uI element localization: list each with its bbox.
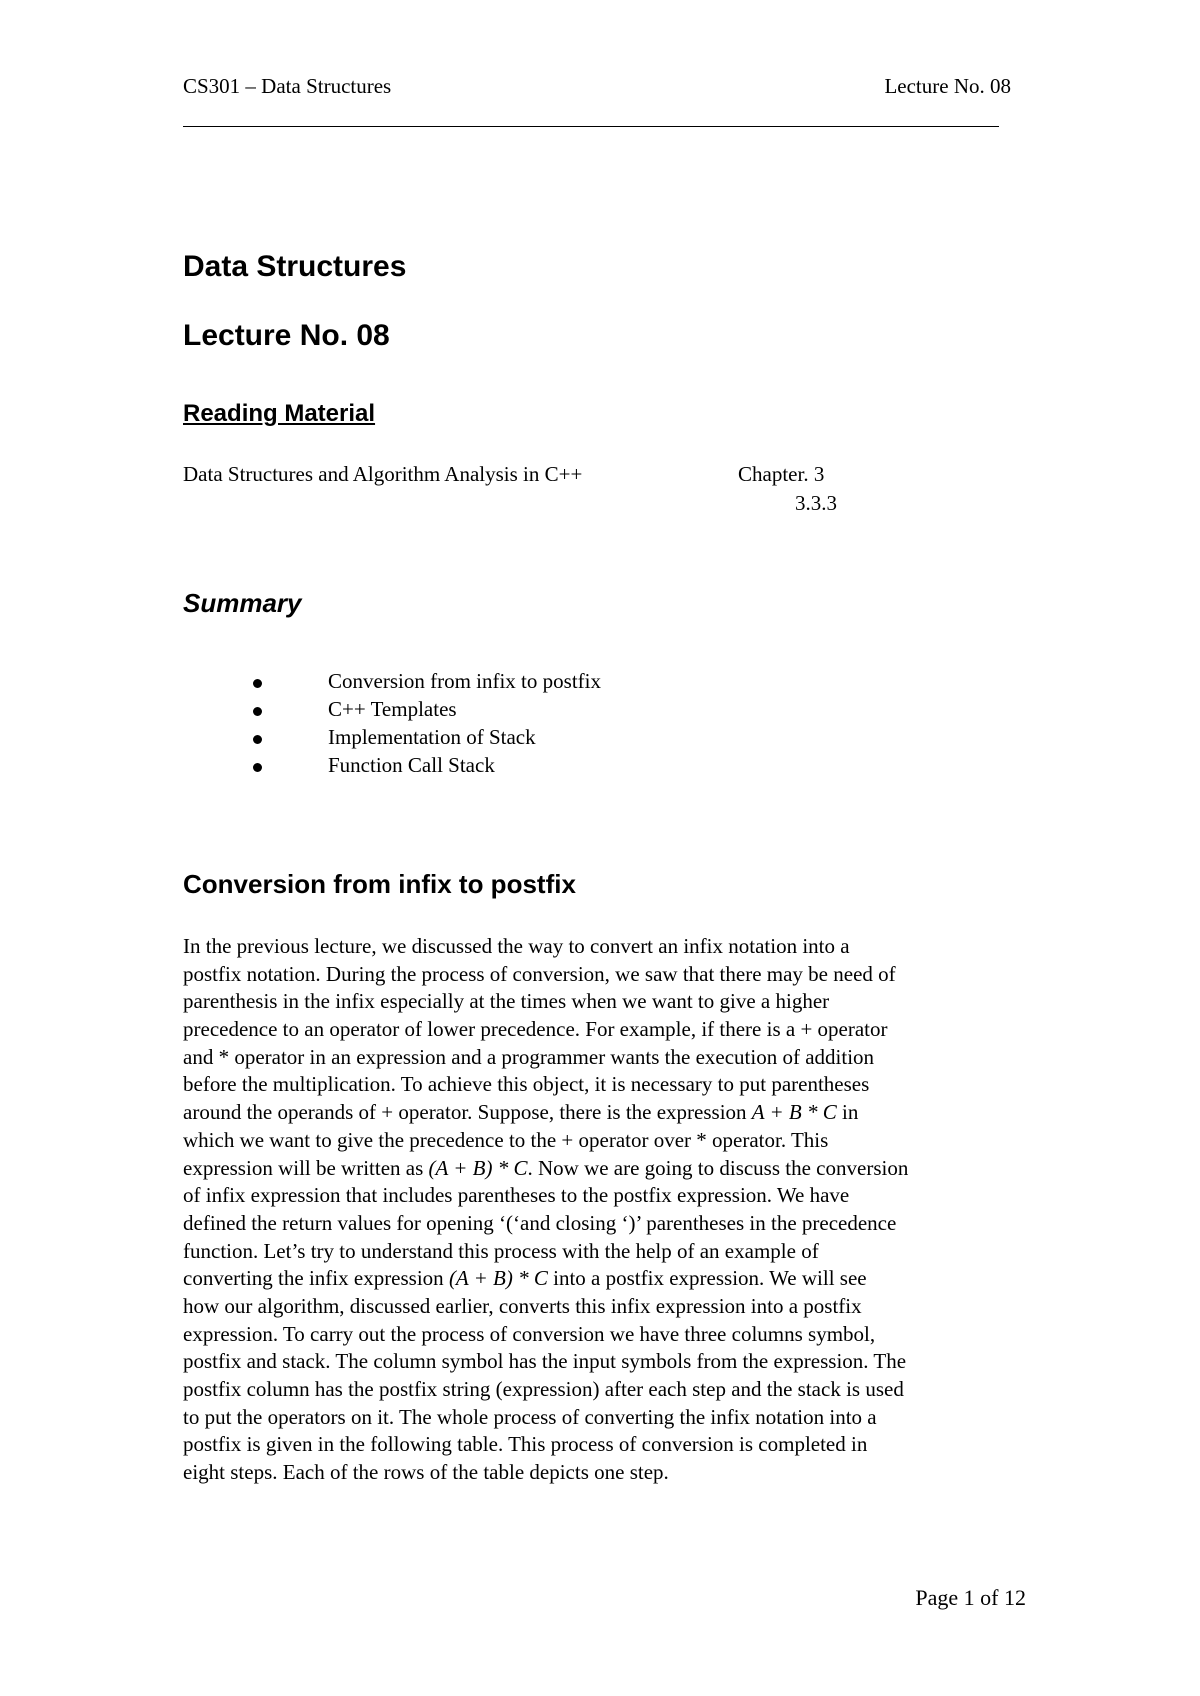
header-lecture: Lecture No. 08 [884, 74, 1011, 98]
header-rule [183, 126, 999, 127]
expression-italic: (A + B) * C [428, 1155, 528, 1180]
line-text: into a postfix expression. We will see [547, 1266, 867, 1291]
line-text: how our algorithm, discussed earlier, converts this infix expression into a postfix [183, 1293, 862, 1318]
paragraph-line [183, 1348, 1026, 1376]
document-page [183, 0, 1026, 1696]
line-text: before the multiplication. To achieve this object, it is necessary to put parentheses [183, 1072, 870, 1097]
paragraph-line [183, 1182, 1026, 1210]
page-number: Page 1 of 12 [915, 1585, 1026, 1610]
line-text: which we want to give the precedence to the + operator over * operator. This [183, 1127, 829, 1152]
bullet-icon [253, 707, 262, 716]
line-text: and * operator in an expression and a programmer wants the execution of addition [183, 1044, 875, 1069]
line-text: expression will be written as [183, 1155, 429, 1180]
line-text: around the operands of + operator. Suppose, there is the expression [183, 1100, 752, 1125]
line-text: postfix notation. During the process of conversion, we saw that there may be need of [183, 961, 896, 986]
paragraph-line [183, 1238, 1026, 1266]
line-text: of infix expression that includes parentheses to the postfix expression. We have [183, 1183, 850, 1208]
paragraph-line [183, 1293, 1026, 1321]
paragraph-line [183, 1376, 1026, 1404]
line-text: parenthesis in the infix especially at the times when we want to give a higher [183, 989, 830, 1014]
summary-item-label: Conversion from infix to postfix [328, 669, 601, 693]
line-text: converting the infix expression [183, 1266, 449, 1291]
paragraph-line [183, 1404, 1026, 1432]
expression-italic: (A + B) * C [448, 1266, 548, 1291]
paragraph-line [183, 1071, 1026, 1099]
line-text: expression. To carry out the process of conversion we have three columns symbol, [183, 1321, 876, 1346]
line-text: eight steps. Each of the rows of the table depicts one step. [183, 1460, 669, 1485]
line-text: in [836, 1100, 859, 1125]
line-text: function. Let’s try to understand this process with the help of an example of [183, 1238, 819, 1263]
paragraph-line [183, 1210, 1026, 1238]
summary-item-label: Function Call Stack [328, 753, 495, 777]
reading-section: 3.3.3 [795, 491, 837, 515]
section-heading: Conversion from infix to postfix [183, 869, 576, 899]
line-text: defined the return values for opening ‘(‘and closing ‘)’ parentheses in the precedence [183, 1210, 897, 1235]
reading-material-heading: Reading Material [183, 400, 376, 427]
header-course: CS301 – Data Structures [183, 74, 392, 98]
line-text: postfix column has the postfix string (expression) after each step and the stack is used [183, 1377, 904, 1401]
document-title: Data Structures [183, 250, 407, 283]
bullet-icon [253, 679, 262, 688]
reading-book-title: Data Structures and Algorithm Analysis in C++ [183, 462, 583, 486]
lecture-title: Lecture No. 08 [183, 319, 390, 352]
summary-item-label: C++ Templates [328, 697, 457, 721]
bullet-icon [253, 735, 262, 744]
bullet-icon [253, 763, 262, 772]
reading-chapter: Chapter. 3 [738, 462, 825, 486]
paragraph-line [183, 1044, 1026, 1072]
paragraph-line [183, 1431, 1026, 1459]
paragraph-line [183, 1321, 1026, 1349]
paragraph-line [183, 961, 1026, 989]
paragraph-line [183, 1155, 1026, 1183]
paragraph-line [183, 988, 1026, 1016]
expression-italic: A + B * C [751, 1100, 837, 1125]
line-text: postfix and stack. The column symbol has the input symbols from the expression. The [183, 1349, 907, 1374]
line-text: . Now we are going to discuss the conversion [527, 1155, 909, 1180]
paragraph-line [183, 1099, 1026, 1127]
summary-heading: Summary [183, 588, 302, 618]
line-text: to put the operators on it. The whole process of converting the infix notation into a [183, 1404, 877, 1429]
line-text: postfix is given in the following table. This process of conversion is completed in [183, 1432, 868, 1457]
summary-item-label: Implementation of Stack [328, 725, 536, 749]
paragraph-line [183, 1127, 1026, 1155]
line-text: In the previous lecture, we discussed the way to convert an infix notation into a [183, 934, 850, 958]
paragraph-line [183, 1459, 1026, 1487]
paragraph-line [183, 1016, 1026, 1044]
body-paragraph [183, 933, 1026, 1487]
paragraph-line [183, 1265, 1026, 1293]
paragraph-line [183, 933, 1026, 961]
line-text: precedence to an operator of lower precedence. For example, if there is a + operator [183, 1017, 888, 1042]
